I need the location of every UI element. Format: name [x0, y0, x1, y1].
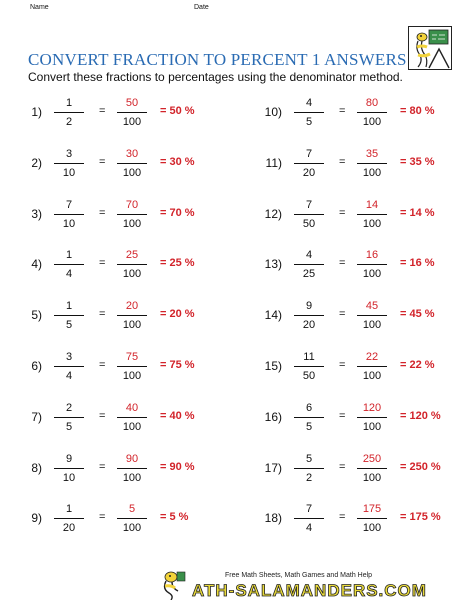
hundredths-numerator: 75 — [117, 348, 147, 367]
hundredths-fraction — [357, 450, 387, 487]
hundredths-fraction — [117, 348, 147, 385]
fraction-denominator: 50 — [302, 217, 316, 230]
problem-number: 2) — [31, 155, 42, 170]
problem-item — [252, 450, 452, 490]
fraction-denominator: 25 — [302, 268, 316, 281]
percent-answer: = 22 % — [400, 359, 435, 371]
fraction-denominator: 5 — [65, 319, 73, 332]
hundredths-denominator: 100 — [122, 116, 142, 128]
problem-item — [12, 145, 212, 185]
percent-answer: = 70 % — [160, 206, 195, 219]
fraction-denominator: 4 — [305, 522, 313, 535]
given-fraction — [294, 297, 324, 334]
fraction-numerator: 1 — [54, 246, 84, 265]
equals-sign: = — [339, 460, 346, 473]
equals-sign: = — [99, 359, 106, 371]
problem-item — [252, 145, 452, 185]
hundredths-numerator: 175 — [357, 500, 387, 519]
equals-sign: = — [99, 105, 106, 117]
problem-item — [12, 94, 212, 134]
fraction-numerator: 7 — [294, 145, 324, 164]
percent-answer: = 175 % — [400, 511, 441, 524]
fraction-numerator: 1 — [54, 297, 84, 316]
percent-answer: = 80 % — [400, 105, 435, 117]
fraction-numerator: 1 — [54, 500, 84, 519]
percent-answer: = 250 % — [400, 460, 441, 473]
hundredths-denominator: 100 — [122, 522, 142, 535]
hundredths-denominator: 100 — [122, 268, 142, 281]
given-fraction — [294, 399, 324, 436]
problem-number: 3) — [31, 206, 42, 221]
problem-number: 16) — [264, 409, 282, 424]
problem-number: 8) — [31, 460, 42, 475]
equals-sign: = — [99, 308, 106, 321]
equals-sign: = — [339, 206, 346, 219]
given-fraction — [294, 145, 324, 182]
hundredths-numerator: 22 — [357, 348, 387, 367]
fraction-denominator: 5 — [305, 116, 313, 128]
percent-answer: = 16 % — [400, 257, 435, 270]
hundredths-numerator: 14 — [357, 196, 387, 215]
hundredths-numerator: 30 — [117, 145, 147, 164]
given-fraction — [294, 196, 324, 233]
problem-item — [12, 348, 212, 388]
fraction-denominator: 5 — [65, 420, 73, 433]
fraction-denominator: 50 — [302, 370, 316, 382]
problem-item — [12, 246, 212, 286]
equals-sign: = — [99, 155, 106, 168]
fraction-numerator: 7 — [54, 196, 84, 215]
hundredths-numerator: 20 — [117, 297, 147, 316]
hundredths-fraction — [117, 145, 147, 182]
hundredths-numerator: 5 — [117, 500, 147, 519]
fraction-denominator: 10 — [62, 471, 76, 484]
hundredths-fraction — [117, 94, 147, 131]
hundredths-fraction — [357, 246, 387, 283]
fraction-numerator: 1 — [54, 94, 84, 113]
percent-answer: = 5 % — [160, 511, 189, 524]
given-fraction — [54, 348, 84, 385]
problem-item — [252, 500, 452, 540]
hundredths-fraction — [117, 246, 147, 283]
equals-sign: = — [99, 409, 106, 422]
problem-item — [252, 94, 452, 134]
equals-sign: = — [99, 257, 106, 270]
hundredths-denominator: 100 — [362, 166, 382, 179]
hundredths-numerator: 250 — [357, 450, 387, 469]
given-fraction — [54, 196, 84, 233]
problem-number: 5) — [31, 308, 42, 323]
hundredths-denominator: 100 — [122, 217, 142, 230]
problem-item — [12, 196, 212, 236]
given-fraction — [294, 500, 324, 537]
given-fraction — [54, 94, 84, 131]
fraction-denominator: 10 — [62, 217, 76, 230]
hundredths-numerator: 16 — [357, 246, 387, 265]
equals-sign: = — [339, 155, 346, 168]
given-fraction — [54, 450, 84, 487]
problem-number: 10) — [264, 105, 282, 119]
fraction-denominator: 20 — [62, 522, 76, 535]
problem-item — [252, 399, 452, 439]
hundredths-fraction — [117, 450, 147, 487]
hundredths-numerator: 120 — [357, 399, 387, 418]
hundredths-fraction — [117, 297, 147, 334]
given-fraction — [54, 399, 84, 436]
hundredths-denominator: 100 — [122, 471, 142, 484]
hundredths-denominator: 100 — [362, 471, 382, 484]
hundredths-fraction — [357, 297, 387, 334]
problem-number: 13) — [264, 257, 282, 272]
percent-answer: = 35 % — [400, 155, 435, 168]
problem-number: 6) — [31, 359, 42, 373]
problem-number: 7) — [31, 409, 42, 424]
hundredths-denominator: 100 — [362, 420, 382, 433]
fraction-denominator: 2 — [65, 116, 73, 128]
footer-site-name: ATH-SALAMANDERS.COM — [192, 581, 427, 600]
problem-number: 11) — [265, 155, 282, 170]
percent-answer: = 40 % — [160, 409, 195, 422]
fraction-numerator: 9 — [54, 450, 84, 469]
percent-answer: = 25 % — [160, 257, 195, 270]
math-salamanders-logo — [408, 26, 452, 70]
problem-item — [12, 297, 212, 337]
given-fraction — [294, 348, 324, 385]
fraction-denominator: 4 — [65, 370, 73, 382]
fraction-denominator: 10 — [62, 166, 76, 179]
problem-number: 4) — [31, 257, 42, 272]
hundredths-denominator: 100 — [362, 370, 382, 382]
hundredths-denominator: 100 — [362, 217, 382, 230]
hundredths-fraction — [357, 196, 387, 233]
fraction-numerator: 4 — [294, 94, 324, 113]
fraction-denominator: 5 — [305, 420, 313, 433]
equals-sign: = — [339, 105, 346, 117]
problem-item — [252, 348, 452, 388]
hundredths-denominator: 100 — [122, 166, 142, 179]
problem-number: 12) — [264, 206, 282, 221]
given-fraction — [294, 450, 324, 487]
hundredths-fraction — [357, 500, 387, 537]
hundredths-denominator: 100 — [362, 116, 382, 128]
hundredths-denominator: 100 — [362, 319, 382, 332]
fraction-numerator: 6 — [294, 399, 324, 418]
date-label: Date — [194, 4, 209, 11]
hundredths-denominator: 100 — [122, 319, 142, 332]
fraction-numerator: 3 — [54, 145, 84, 164]
fraction-numerator: 4 — [294, 246, 324, 265]
given-fraction — [54, 500, 84, 537]
problem-item — [12, 450, 212, 490]
problem-number: 17) — [264, 460, 282, 475]
salamander-logo-icon — [160, 570, 186, 600]
equals-sign: = — [339, 359, 346, 371]
hundredths-fraction — [117, 196, 147, 233]
percent-answer: = 45 % — [400, 308, 435, 321]
fraction-numerator: 11 — [294, 348, 324, 367]
hundredths-numerator: 40 — [117, 399, 147, 418]
hundredths-denominator: 100 — [362, 522, 382, 535]
fraction-numerator: 3 — [54, 348, 84, 367]
problem-item — [12, 399, 212, 439]
fraction-denominator: 20 — [302, 319, 316, 332]
hundredths-fraction — [357, 145, 387, 182]
percent-answer: = 120 % — [400, 409, 441, 422]
hundredths-denominator: 100 — [362, 268, 382, 281]
problem-number: 9) — [31, 511, 42, 526]
given-fraction — [294, 246, 324, 283]
hundredths-numerator: 80 — [357, 94, 387, 113]
hundredths-fraction — [117, 500, 147, 537]
equals-sign: = — [339, 409, 346, 422]
percent-answer: = 50 % — [160, 105, 195, 117]
hundredths-numerator: 45 — [357, 297, 387, 316]
footer-tagline: Free Math Sheets, Math Games and Math Help — [225, 572, 373, 579]
given-fraction — [54, 145, 84, 182]
fraction-numerator: 9 — [294, 297, 324, 316]
problem-number: 15) — [264, 359, 282, 373]
fraction-denominator: 2 — [305, 471, 313, 484]
fraction-denominator: 20 — [302, 166, 316, 179]
percent-answer: = 75 % — [160, 359, 195, 371]
hundredths-fraction — [357, 94, 387, 131]
problem-item — [12, 500, 212, 540]
equals-sign: = — [99, 511, 106, 524]
hundredths-fraction — [117, 399, 147, 436]
name-label: Name — [30, 4, 49, 11]
fraction-numerator: 7 — [294, 500, 324, 519]
hundredths-numerator: 90 — [117, 450, 147, 469]
equals-sign: = — [339, 511, 346, 524]
problem-number: 1) — [31, 105, 42, 119]
hundredths-numerator: 35 — [357, 145, 387, 164]
problem-item — [252, 297, 452, 337]
percent-answer: = 30 % — [160, 155, 195, 168]
instructions: Convert these fractions to percentages using the denominator method. — [28, 70, 403, 84]
given-fraction — [294, 94, 324, 131]
fraction-numerator: 2 — [54, 399, 84, 418]
fraction-denominator: 4 — [65, 268, 73, 281]
hundredths-denominator: 100 — [122, 420, 142, 433]
fraction-numerator: 5 — [294, 450, 324, 469]
equals-sign: = — [99, 206, 106, 219]
hundredths-fraction — [357, 348, 387, 385]
page-title: CONVERT FRACTION TO PERCENT 1 ANSWERS — [28, 50, 407, 69]
problem-number: 18) — [264, 511, 282, 526]
percent-answer: = 14 % — [400, 206, 435, 219]
equals-sign: = — [339, 308, 346, 321]
hundredths-numerator: 70 — [117, 196, 147, 215]
problem-item — [252, 246, 452, 286]
problem-item — [252, 196, 452, 236]
hundredths-numerator: 50 — [117, 94, 147, 113]
hundredths-denominator: 100 — [122, 370, 142, 382]
given-fraction — [54, 246, 84, 283]
equals-sign: = — [99, 460, 106, 473]
given-fraction — [54, 297, 84, 334]
problem-number: 14) — [264, 308, 282, 323]
percent-answer: = 20 % — [160, 308, 195, 321]
hundredths-fraction — [357, 399, 387, 436]
hundredths-numerator: 25 — [117, 246, 147, 265]
fraction-numerator: 7 — [294, 196, 324, 215]
equals-sign: = — [339, 257, 346, 270]
percent-answer: = 90 % — [160, 460, 195, 473]
